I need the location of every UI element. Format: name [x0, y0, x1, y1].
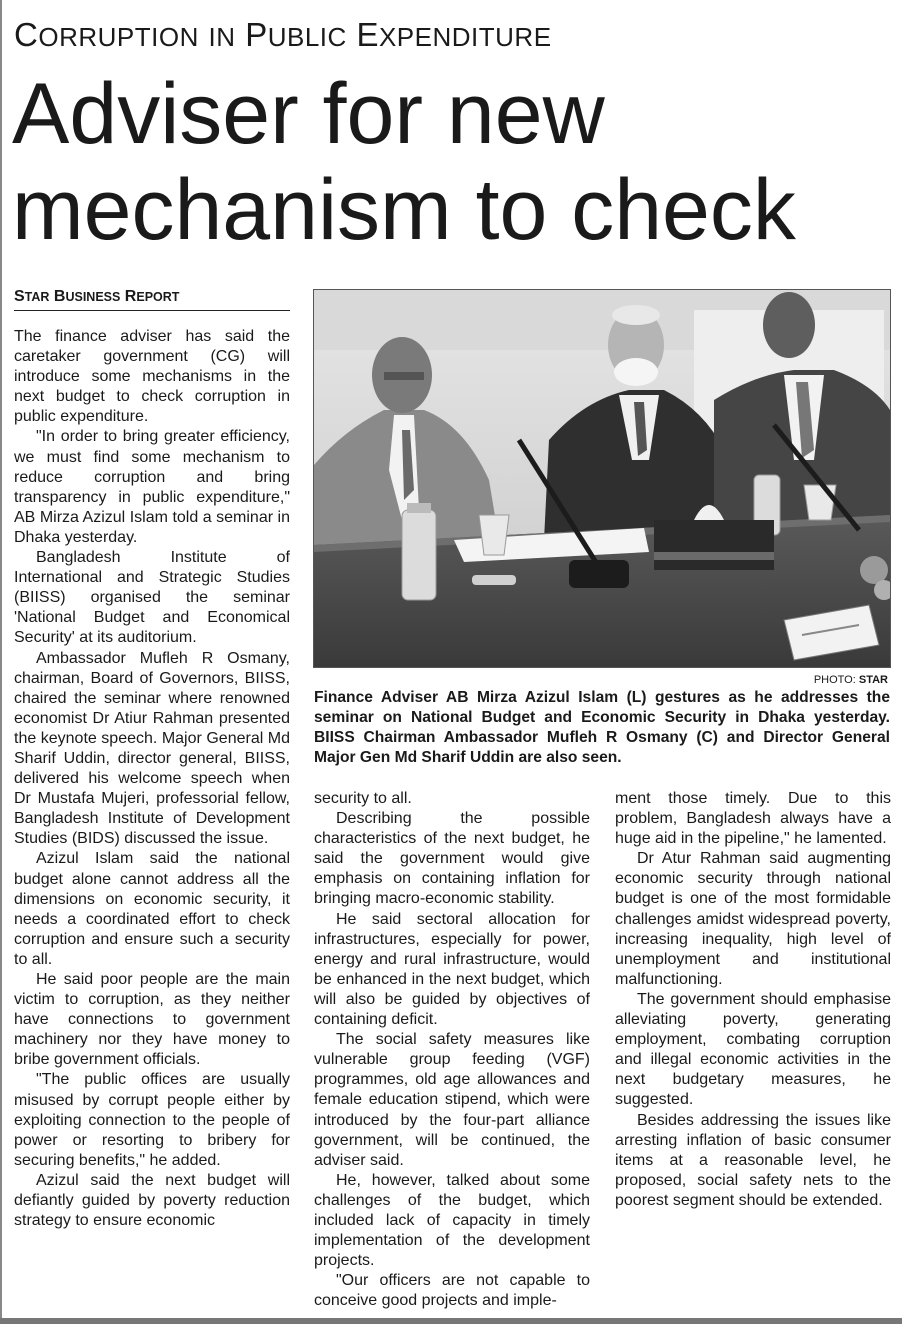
- headline-line-2: mechanism to check: [12, 162, 796, 258]
- article-paragraph: Azizul Islam said the national budget alone cannot address all the dimensions on economic security, it needs a coordinated effort to check corruption and ensure such a security to all.: [14, 850, 290, 968]
- photo-credit-label: PHOTO:: [813, 674, 859, 686]
- article-paragraph: "The public offices are usually misused by corrupt people either by exploiting connection to the people of power or resorting to bribery for securing benefits," he added.: [14, 1071, 290, 1169]
- kicker-text: XPENDITURE: [378, 22, 552, 52]
- article-paragraph: Ambassador Mufleh R Osmany, chairman, Board of Governors, BIISS, chaired the seminar where renowned economist Dr Atiur Rahman presented the keynote speech. Major General Md Sharif Uddin, director general, BIISS, delivered his welcome speech when Dr Mustafa Mujeri, professorial fellow, Bangladesh Institute of Development Studies (BIDS) discussed the issue.: [14, 649, 290, 848]
- byline-letter: S: [14, 288, 25, 305]
- article-column-3: [615, 789, 891, 1211]
- article-paragraph: He, however, talked about some challenges of the budget, which included lack of capacity in timely implementation of the development projects.: [314, 1171, 590, 1270]
- article-paragraph: Describing the possible characteristics of the next budget, he said the government would give emphasis on containing inflation for bringing macro-economic stability.: [314, 810, 590, 908]
- article-paragraph: "Our officers are not capable to conceive good projects and imple-: [314, 1272, 590, 1310]
- byline: [14, 288, 290, 311]
- article-paragraph: Dr Atur Rahman said augmenting economic security through national budget is one of the most formidable challenges amidst widespread poverty, increasing inequality, high level of unemployment and institutional malfunctioning.: [615, 850, 891, 988]
- photo-credit: [700, 674, 888, 686]
- article-paragraph: Besides addressing the issues like arresting inflation of basic consumer items at a reasonable level, he proposed, social safety nets to the poorest segment should be extended.: [615, 1111, 891, 1209]
- kicker-letter: C: [14, 16, 39, 53]
- article-paragraph: He said poor people are the main victim to corruption, as they neither have connections to government machinery nor they have money to bribe government officials.: [14, 971, 290, 1069]
- section-kicker: [14, 16, 552, 54]
- article-column-2: [314, 789, 590, 1311]
- article-paragraph: The social safety measures like vulnerable group feeding (VGF) programmes, old age allowances and female education stipend, which were introduced by the four-part alliance government, will be continued, the adviser said.: [314, 1031, 590, 1169]
- photo-illustration: [314, 290, 890, 667]
- byline-text: EPORT: [136, 290, 180, 304]
- headline-line-1: Adviser for new: [12, 66, 605, 162]
- byline-text: TAR: [24, 290, 50, 304]
- article-paragraph: Azizul said the next budget will defiantly guided by poverty reduction strategy to ensure economic: [14, 1171, 290, 1230]
- news-photo: [313, 289, 891, 668]
- article-paragraph: The finance adviser has said the caretaker government (CG) will introduce some mechanisms in the next budget to check corruption in public expenditure.: [14, 328, 290, 426]
- kicker-letter: P: [245, 16, 268, 53]
- headline: [12, 66, 892, 258]
- page-left-rule: [0, 0, 2, 1318]
- page-bottom-rule: [0, 1318, 902, 1324]
- byline-text: USINESS: [65, 290, 121, 304]
- article-column-1: [14, 327, 290, 1231]
- photo-caption: Finance Adviser AB Mirza Azizul Islam (L) gestures as he addresses the seminar on National Budget and Economic Security in Dhaka yesterday. BIISS Chairman Ambassador Mufleh R Osmany (C) and Director General Major Gen Md Sharif Uddin are also seen.: [314, 689, 890, 766]
- kicker-text: ORRUPTION: [38, 22, 199, 52]
- byline-letter: B: [53, 288, 66, 305]
- photo-credit-source: STAR: [858, 674, 888, 686]
- article-paragraph: Bangladesh Institute of International and Strategic Studies (BIISS) organised the seminar 'National Budget and Economical Security' at its auditorium.: [14, 549, 290, 647]
- article-paragraph: ment those timely. Due to this problem, Bangladesh always have a huge aid in the pipeline," he lamented.: [615, 790, 891, 848]
- byline-letter: R: [124, 288, 137, 305]
- kicker-letter: E: [356, 16, 379, 53]
- article-paragraph: security to all.: [314, 790, 412, 807]
- kicker-text: UBLIC: [267, 22, 347, 52]
- article-paragraph: He said sectoral allocation for infrastructures, especially for power, energy and rural infrastructure, would be enhanced in the next budget, which will also be guided by objectives of containing deficit.: [314, 910, 590, 1029]
- kicker-text: IN: [208, 22, 236, 52]
- article-paragraph: The government should emphasise alleviating poverty, generating employment, combating corruption and illegal economic activities in the next budgetary measures, he suggested.: [615, 990, 891, 1109]
- article-paragraph: "In order to bring greater efficiency, we must find some mechanism to reduce corruption and bring transparency in public expenditure," AB Mirza Azizul Islam told a seminar in Dhaka yesterday.: [14, 428, 290, 546]
